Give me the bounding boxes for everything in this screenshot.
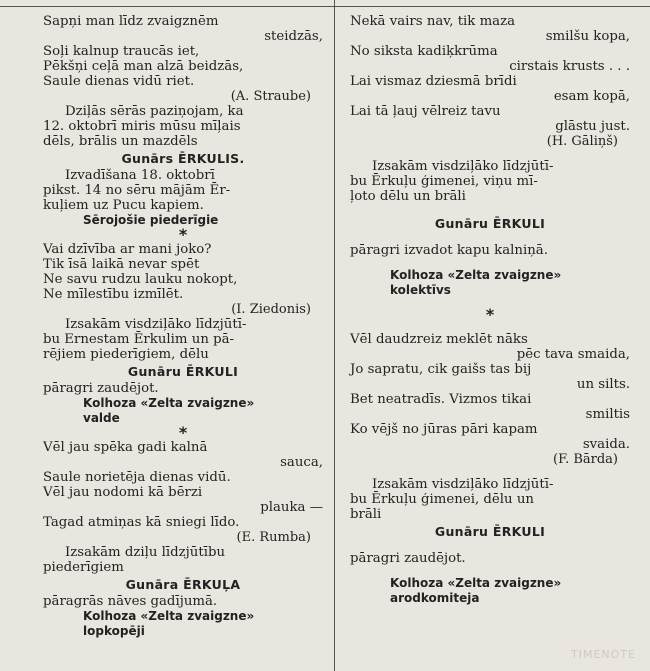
poem-line: Vēl jau spēka gadi kalnā bbox=[43, 440, 208, 455]
notice-line: Izsakām visdziļāko līdzjūtī- bbox=[65, 317, 247, 332]
notice-line: ļoto dēlu un brāli bbox=[350, 189, 466, 204]
column-divider bbox=[334, 0, 335, 671]
top-divider bbox=[0, 6, 650, 7]
poem-line: Ko vējš no jūras pāri kapam bbox=[350, 422, 538, 437]
deceased-name: Gunāru ĒRKULI bbox=[434, 216, 546, 231]
poem-line: Vēl daudzreiz meklēt nāks bbox=[350, 332, 528, 347]
deceased-name: Gunāra ĒRKUĻA bbox=[125, 577, 241, 592]
signature-org: valde bbox=[83, 411, 120, 425]
poem-author: (F. Bārda) bbox=[553, 452, 618, 467]
right-column bbox=[350, 14, 630, 606]
signature-org: Kolhoza «Zelta zvaigzne» bbox=[83, 609, 255, 623]
notice-line: bu Ernestam Ērkulim un pā- bbox=[43, 332, 235, 347]
poem-line: Ne mīlestību izmīlēt. bbox=[43, 287, 184, 302]
deceased-name: Gunārs ĒRKULIS. bbox=[121, 151, 245, 166]
poem-line: svaida. bbox=[582, 437, 630, 452]
poem-line: sauca, bbox=[280, 455, 323, 470]
poem-author: (E. Rumba) bbox=[236, 530, 311, 545]
poem-line: glāstu just. bbox=[555, 119, 630, 134]
poem-line: Jo sapratu, cik gaišs tas bij bbox=[350, 362, 532, 377]
signature-org: lopkopēji bbox=[83, 624, 145, 638]
poem-line: Vēl jau nodomi kā bērzi bbox=[43, 485, 203, 500]
notice-line: bu Ērkuļu ģimenei, dēlu un bbox=[350, 492, 534, 507]
signature-org: Sērojošie piederīgie bbox=[83, 213, 219, 227]
notice-line: piederīgiem bbox=[43, 560, 124, 575]
poem-line: Sapņi man līdz zvaigznēm bbox=[43, 14, 219, 29]
notice-line: Izvadīšana 18. oktobrī bbox=[65, 168, 215, 183]
signature-org: arodkomiteja bbox=[390, 591, 480, 605]
poem-author: (H. Gāliņš) bbox=[546, 134, 618, 149]
notice-line: Dziļās sērās paziņojam, ka bbox=[65, 104, 244, 119]
separator-star: * bbox=[485, 305, 495, 324]
left-column bbox=[43, 14, 323, 639]
notice-line: brāli bbox=[350, 507, 382, 522]
notice-line: pāragrās nāves gadījumā. bbox=[43, 594, 218, 609]
poem-line: pēc tava smaida, bbox=[516, 347, 630, 362]
poem-line: Nekā vairs nav, tik maza bbox=[350, 14, 516, 29]
notice-line: pāragri zaudējot. bbox=[43, 381, 159, 396]
poem-line: cirstais krusts . . . bbox=[509, 59, 630, 74]
poem-line: Tik īsā laikā nevar spēt bbox=[43, 257, 200, 272]
poem-line: Pēkšņi ceļā man alzā beidzās, bbox=[43, 59, 244, 74]
poem-line: steidzās, bbox=[264, 29, 323, 44]
notice-line: Izsakām dziļu līdzjūtību bbox=[65, 545, 226, 560]
poem-line: Soļi kalnup traucās iet, bbox=[43, 44, 200, 59]
watermark: TIMENOTE bbox=[571, 648, 636, 661]
poem-line: smilšu kopa, bbox=[545, 29, 630, 44]
signature-org: Kolhoza «Zelta zvaigzne» bbox=[390, 268, 562, 282]
poem-line: Ne savu rudzu lauku nokopt, bbox=[43, 272, 238, 287]
poem-line: Lai vismaz dziesmā brīdi bbox=[350, 74, 517, 89]
poem-line: Saule dienas vidū riet. bbox=[43, 74, 195, 89]
poem-author: (I. Ziedonis) bbox=[231, 302, 311, 317]
signature-org: kolektīvs bbox=[390, 283, 451, 297]
notice-line: pāragri izvadot kapu kalniņā. bbox=[350, 243, 548, 258]
signature-org: Kolhoza «Zelta zvaigzne» bbox=[390, 576, 562, 590]
poem-author: (A. Straube) bbox=[230, 89, 311, 104]
poem-line: Bet neatradīs. Vizmos tikai bbox=[350, 392, 532, 407]
deceased-name: Gunāru ĒRKULI bbox=[434, 524, 546, 539]
poem-line: Tagad atmiņas kā sniegi līdo. bbox=[43, 515, 240, 530]
poem-line: esam kopā, bbox=[553, 89, 630, 104]
poem-line: Lai tā ļauj vēlreiz tavu bbox=[350, 104, 501, 119]
notice-line: Izsakām visdziļāko līdzjūtī- bbox=[372, 477, 554, 492]
notice-line: pikst. 14 no sēru mājām Ēr- bbox=[43, 183, 231, 198]
separator-star: * bbox=[178, 225, 188, 244]
notice-line: kuļiem uz Pucu kapiem. bbox=[43, 198, 204, 213]
poem-line: plauka — bbox=[260, 500, 323, 515]
poem-line: Vai dzīvība ar mani joko? bbox=[43, 242, 212, 257]
notice-line: Izsakām visdziļāko līdzjūtī- bbox=[372, 159, 554, 174]
notice-line: pāragri zaudējot. bbox=[350, 551, 466, 566]
signature-org: Kolhoza «Zelta zvaigzne» bbox=[83, 396, 255, 410]
notice-line: rējiem piederīgiem, dēlu bbox=[43, 347, 209, 362]
poem-line: smiltis bbox=[585, 407, 630, 422]
notice-line: 12. oktobrī miris mūsu mīļais bbox=[43, 119, 241, 134]
notice-line: bu Ērkuļu ģimenei, viņu mī- bbox=[350, 174, 538, 189]
poem-line: un silts. bbox=[576, 377, 630, 392]
poem-line: No siksta kadiķkrūma bbox=[350, 44, 498, 59]
deceased-name: Gunāru ĒRKULI bbox=[127, 364, 239, 379]
notice-line: dēls, brālis un mazdēls bbox=[43, 134, 198, 149]
poem-line: Saule norietēja dienas vidū. bbox=[43, 470, 231, 485]
separator-star: * bbox=[178, 423, 188, 442]
